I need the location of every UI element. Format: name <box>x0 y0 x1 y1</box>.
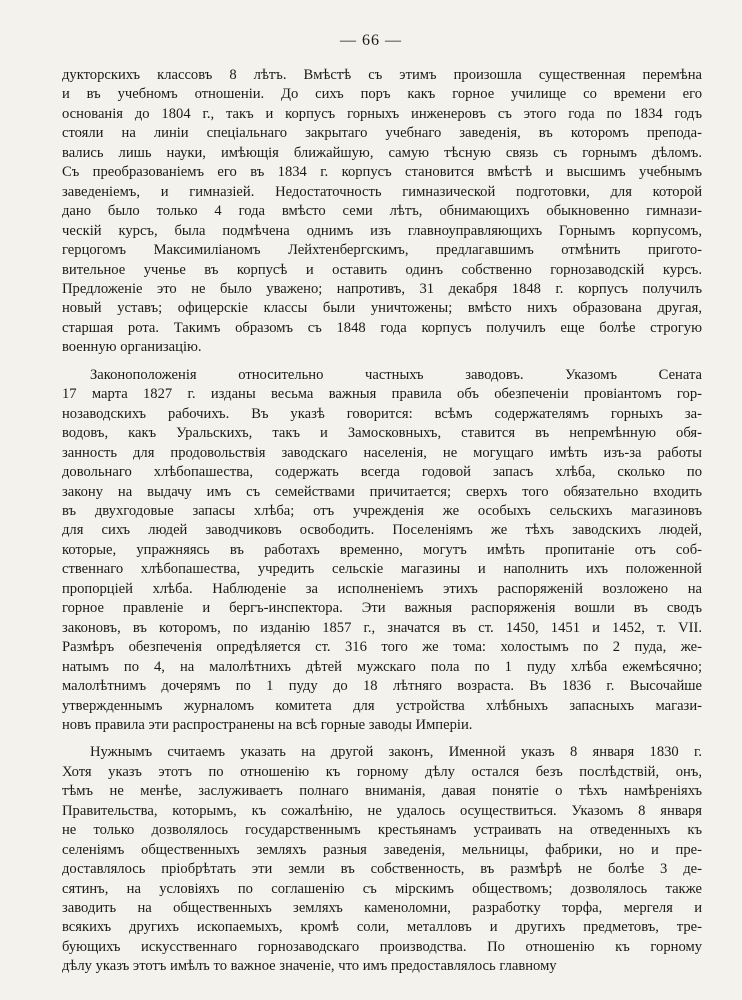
text-line: вались лишь науки, имѣющія ближайшую, самую тѣсную связь съ горнымъ дѣломъ. <box>62 144 702 161</box>
text-line: вительное ученье въ корпусѣ и оставить одинъ собственно горнозаводскій курсъ. <box>62 261 702 278</box>
text-line: сятинъ, на условіяхъ по соглашенію съ мірскимъ обществомъ; дозволялось также <box>62 880 702 897</box>
text-line: бующихъ искусственнаго горнозаводскаго производства. По отношенію къ горному <box>62 938 702 955</box>
text-line: Хотя указъ этотъ по отношенію къ горному дѣлу остался безъ послѣдствій, онъ, <box>62 763 702 780</box>
text-line: натымъ по 4, на малолѣтнихъ дѣтей мужскаго пола по 1 пуду хлѣба ежемѣсячно; <box>62 658 702 675</box>
text-line: занность для продовольствія заводскаго населенія, не могущаго имѣть изъ-за работы <box>62 444 702 461</box>
text-line: герцогомъ Максимиліаномъ Лейхтенбергскимъ, предлагавшимъ отмѣнить пригото- <box>62 242 702 259</box>
text-line: довольнаго хлѣбопашества, содержать всегда годовой запасъ хлѣба, сколько по <box>62 464 702 481</box>
text-line: всякихъ другихъ ископаемыхъ, кромѣ соли, металловъ и другихъ предметовъ, тре- <box>62 919 702 936</box>
text-line: Предложеніе это не было уважено; напротивъ, 31 декабря 1848 г. корпусъ получилъ <box>62 280 702 297</box>
paragraph <box>62 366 702 736</box>
text-line: законовъ, въ которомъ, по изданію 1857 г., значатся въ ст. 1450, 1451 и 1452, т. VII. <box>62 619 702 636</box>
text-line: дѣлу указъ этотъ имѣлъ то важное значеніе, что имъ предоставлялось главному <box>62 958 557 975</box>
paragraph <box>62 66 702 358</box>
text-line: селеніямъ общественныхъ земляхъ разныя заведенія, мельницы, фабрики, но и пре- <box>62 841 702 858</box>
body-text <box>62 66 702 977</box>
text-line: заведеніемъ, и гимназіей. Недостаточность гимназической подготовки, для которой <box>62 183 702 200</box>
text-line: дано было только 4 года вмѣсто семи лѣтъ, обнимающихъ обыкновенно гимнази- <box>62 203 702 220</box>
text-line: Съ преобразованіемъ его въ 1834 г. корпусъ становится вмѣстѣ и высшимъ учебнымъ <box>62 164 702 181</box>
text-line: ческій курсъ, была подмѣчена однимъ изъ главноуправляющихъ Горнымъ корпусомъ, <box>62 222 702 239</box>
text-line: 17 марта 1827 г. изданы весьма важныя правила объ обезпеченіи провіантомъ гор- <box>62 386 702 403</box>
text-line: горное правленіе и бергъ-инспектора. Эти важныя распоряженія вошли въ сводъ <box>62 600 702 617</box>
text-line: Правительства, которымъ, къ сожалѣнію, не удалось осуществиться. Указомъ 8 января <box>62 802 702 819</box>
text-line: утвержденнымъ журналомъ комитета для устройства хлѣбныхъ запасныхъ магази- <box>62 697 702 714</box>
text-line: водовъ, какъ Уральскихъ, такъ и Замосковныхъ, ставится въ непремѣнную обя- <box>62 425 702 442</box>
text-line: закону на выдачу имъ съ семействами причитается; сверхъ того обязательно входить <box>62 483 702 500</box>
text-line: для сихъ людей заводчиковъ освободить. Поселеніямъ же тѣхъ заводскихъ людей, <box>62 522 702 539</box>
text-line: въ двухгодовые запасы хлѣба; отъ учрежденія же особыхъ сельскихъ магазиновъ <box>62 502 702 519</box>
paragraph-gap <box>62 358 702 366</box>
text-line: Размѣръ обезпеченія опредѣляется ст. 316 того же тома: холостымъ по 2 пуда, же- <box>62 639 702 656</box>
text-line: военную организацію. <box>62 339 202 356</box>
text-line: заводить на общественныхъ земляхъ каменоломни, разработку торфа, мергеля и <box>62 900 702 917</box>
text-line: дукторскихъ классовъ 8 лѣтъ. Вмѣстѣ съ этимъ произошла существенная перемѣна <box>62 67 702 83</box>
text-line: которые, упражняясь въ работахъ временно, могутъ имѣть пропитаніе отъ соб- <box>62 541 702 558</box>
text-line: нозаводскихъ рабочихъ. Въ указѣ говорится: всѣмъ содержателямъ горныхъ за- <box>62 405 702 422</box>
text-line: и въ учебномъ отношеніи. До сихъ поръ какъ горное училище со времени его <box>62 86 702 103</box>
text-line: малолѣтнимъ дочерямъ по 1 пуду до 18 лѣтняго возраста. Въ 1836 г. Высочайше <box>62 678 702 695</box>
text-line: не только дозволялось государственнымъ крестьянамъ устраивать на отведенныхъ къ <box>62 822 702 839</box>
text-line: новъ правила эти распространены на всѣ горные заводы Имперіи. <box>62 716 473 733</box>
text-line: пропорціей хлѣба. Наблюденіе за исполненіемъ этихъ распоряженій возложено на <box>62 580 702 597</box>
text-line: Нужнымъ считаемъ указать на другой законъ, Именной указъ 8 января 1830 г. <box>90 744 702 761</box>
paragraph-gap <box>62 735 702 743</box>
text-line: доставлялось пріобрѣтать эти земли въ собственность, въ размѣрѣ не болѣе 3 де- <box>62 861 702 878</box>
text-line: основанія до 1804 г., такъ и корпусъ горныхъ инженеровъ съ этого года по 1834 годъ <box>62 105 702 122</box>
text-line: Законоположенія относительно частныхъ заводовъ. Указомъ Сената <box>90 366 702 383</box>
text-line: новый уставъ; офицерскіе классы были уничтожены; вмѣсто нихъ образована другая, <box>62 300 702 317</box>
text-line: старшая рота. Такимъ образомъ съ 1848 года корпусъ получилъ еще болѣе строгую <box>62 319 702 336</box>
text-line: ственнаго хлѣбопашества, учредить сельскіе магазины и наполнить ихъ положенной <box>62 561 702 578</box>
text-line: тѣмъ не менѣе, заслуживаетъ полнаго вниманія, давая понятіе о тѣхъ намѣреніяхъ <box>62 783 702 800</box>
text-line: стояли на линіи спеціальнаго закрытаго учебнаго заведенія, въ которомъ препода- <box>62 125 702 142</box>
page-number: — 66 — <box>340 32 402 49</box>
paragraph <box>62 743 702 976</box>
